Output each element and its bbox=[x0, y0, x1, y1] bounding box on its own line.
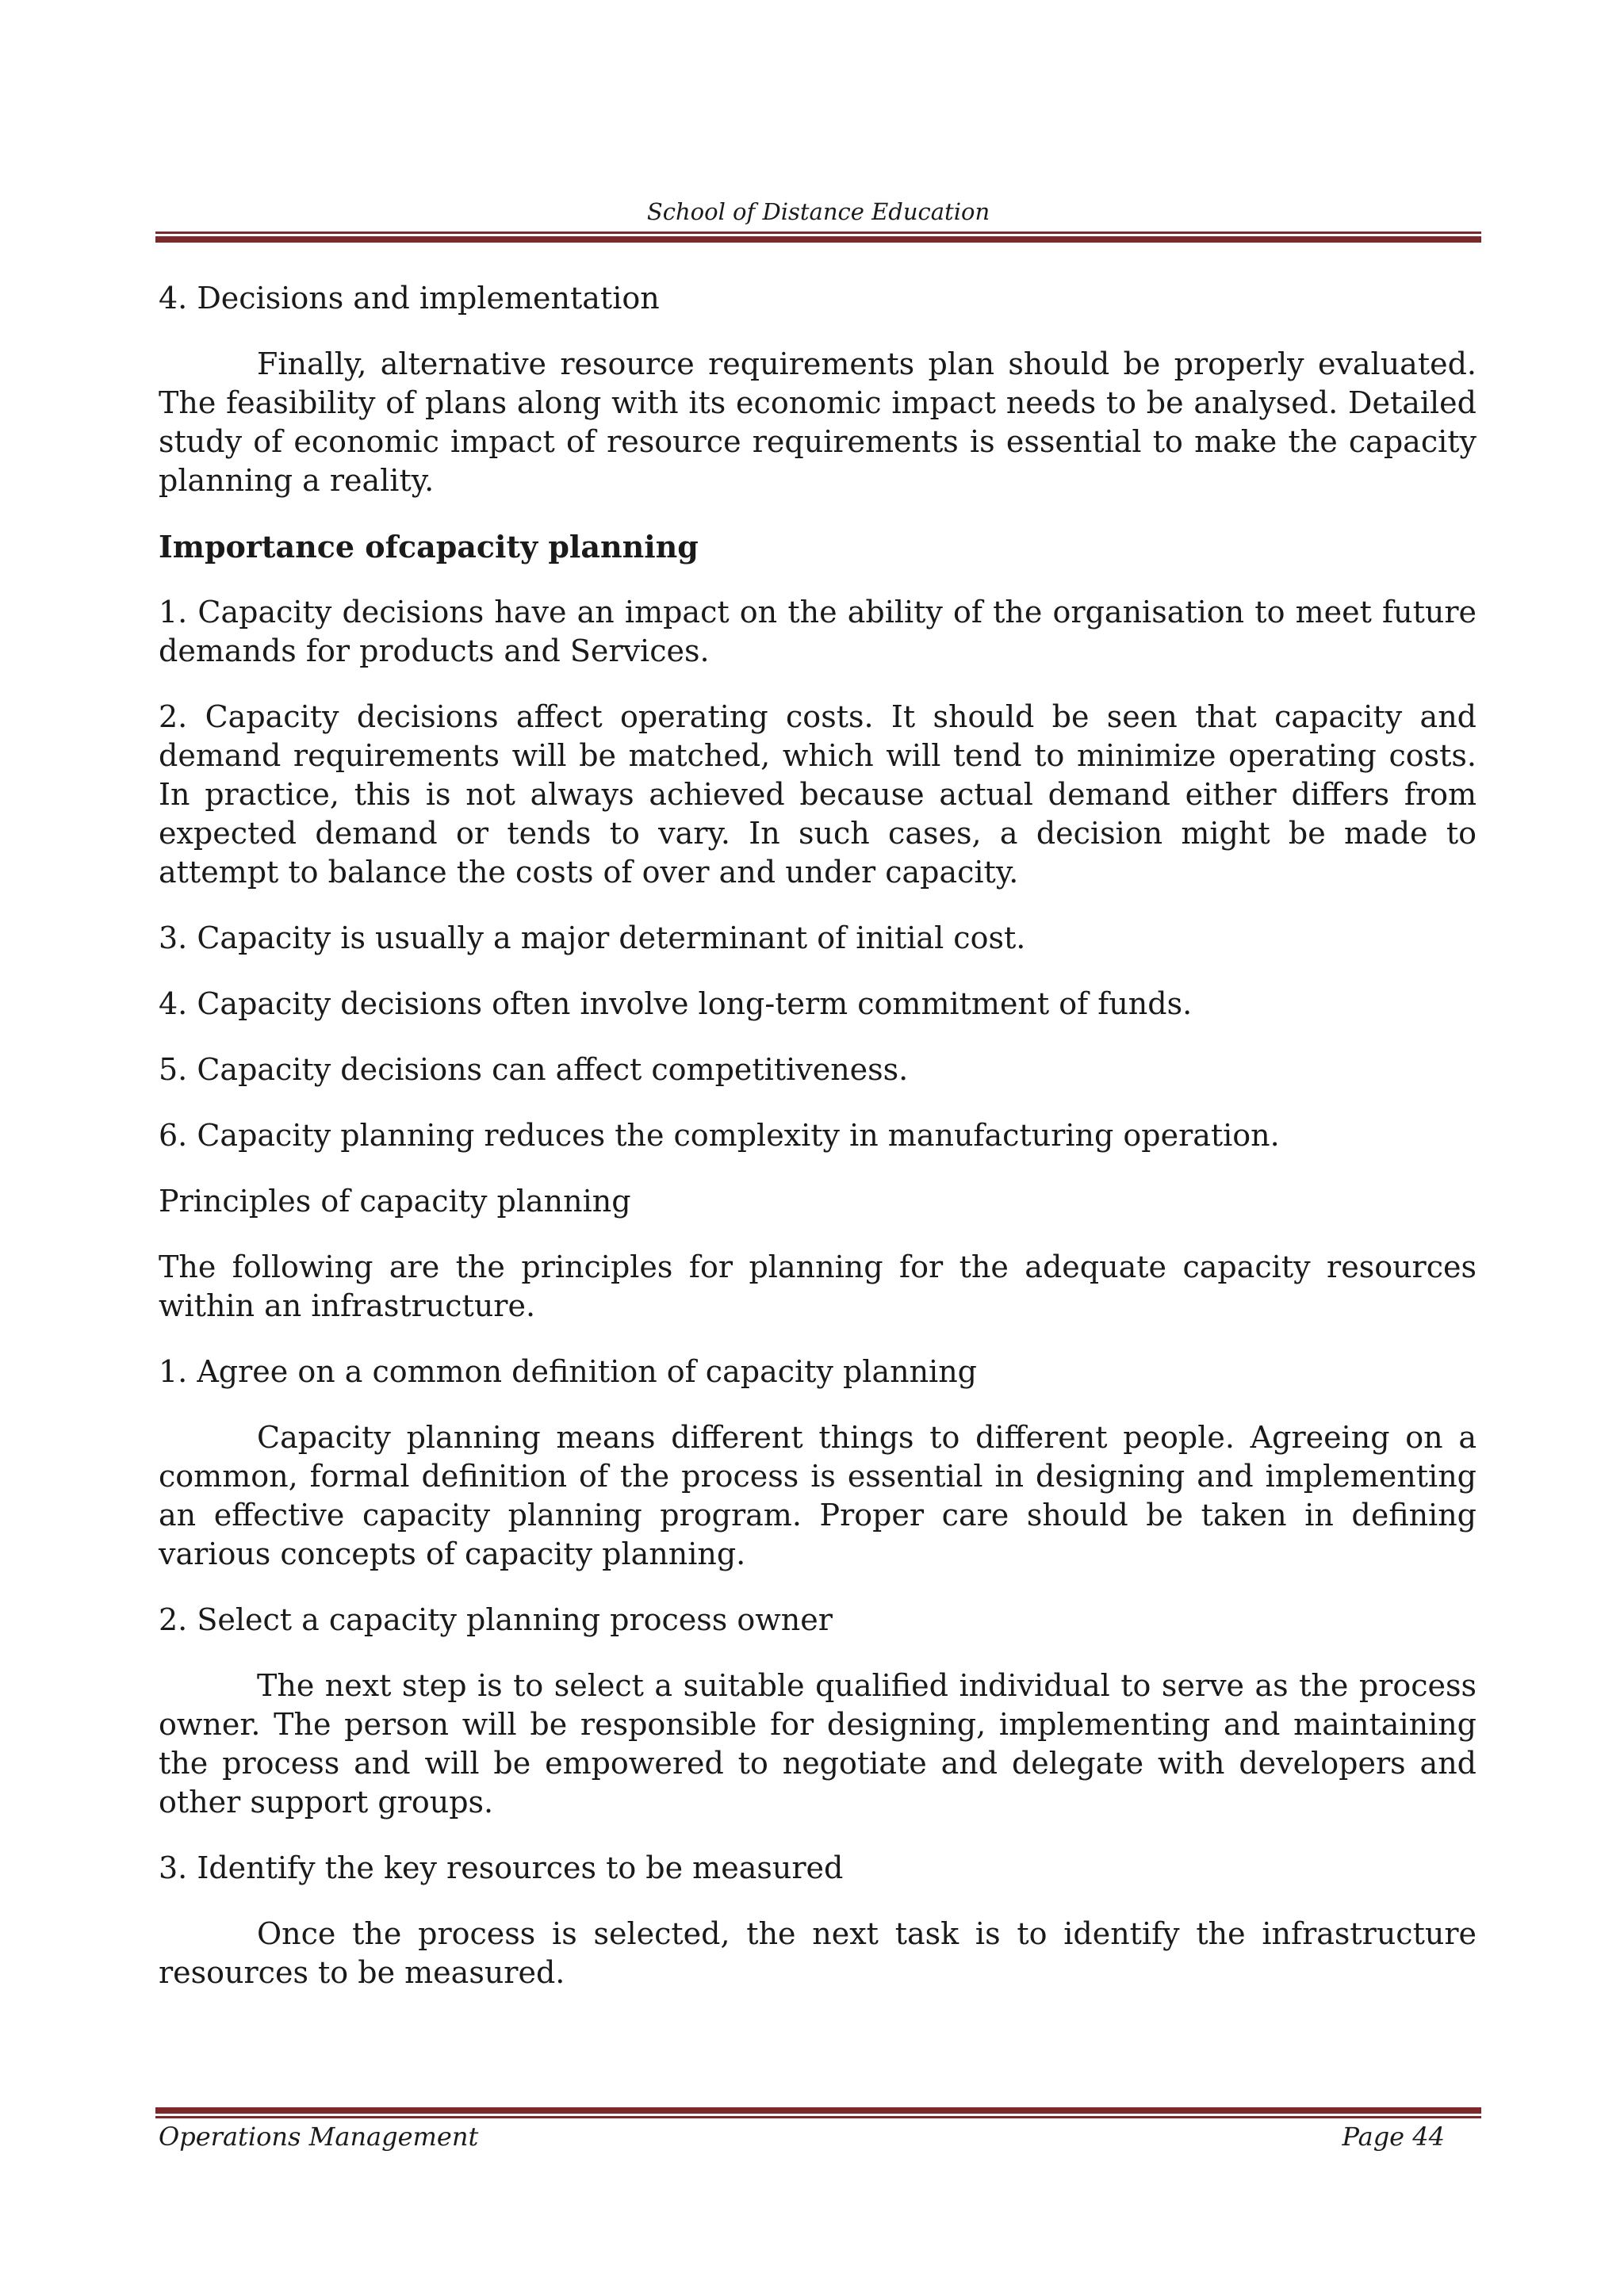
list-item-importance-2: 2. Capacity decisions affect operating costs. It should be seen that capacity and demand requirements will be matched, which will tend to minimize operating costs. In practice, this is not always achieved because actual demand either differs from expected demand or tends to vary. In such cases, a decision might be made to attempt to balance the costs of over and under capacity. bbox=[159, 699, 1477, 890]
list-item-importance-4: 4. Capacity decisions often involve long-term commitment of funds. bbox=[159, 986, 1193, 1021]
paragraph-principle-3: Once the process is selected, the next task is to identify the infrastructure resources to be measured. bbox=[159, 1916, 1477, 1990]
paragraph-principles-intro: The following are the principles for planning for the adequate capacity resources within an infrastructure. bbox=[159, 1249, 1477, 1323]
list-item-importance-1: 1. Capacity decisions have an impact on the ability of the organisation to meet future demands for products and Services. bbox=[159, 595, 1477, 668]
section-heading-principles: Principles of capacity planning bbox=[159, 1184, 631, 1219]
subheading-principle-1: 1. Agree on a common definition of capacity planning bbox=[159, 1354, 978, 1389]
section-heading-importance: Importance ofcapacity planning bbox=[159, 529, 699, 564]
footer-page-number: Page 44 bbox=[1342, 2122, 1445, 2152]
page-header-title: School of Distance Education bbox=[646, 198, 990, 225]
list-item-importance-5: 5. Capacity decisions can affect competitiveness. bbox=[159, 1052, 909, 1087]
page-body bbox=[159, 279, 1477, 1992]
paragraph-principle-2: The next step is to select a suitable qualified individual to serve as the process owner. The person will be responsible for designing, implementing and maintaining the process and will be empowered to negotiate and delegate with developers and other support groups. bbox=[159, 1668, 1477, 1820]
paragraph-principle-1: Capacity planning means different things to different people. Agreeing on a common, formal definition of the process is essential in designing and implementing an effective capacity planning program. Proper care should be taken in defining various concepts of capacity planning. bbox=[159, 1420, 1477, 1571]
subheading-principle-2: 2. Select a capacity planning process owner bbox=[159, 1602, 833, 1637]
footer-course-title: Operations Management bbox=[159, 2122, 479, 2152]
subheading-principle-3: 3. Identify the key resources to be measured bbox=[159, 1850, 844, 1885]
paragraph-decisions: Finally, alternative resource requirements plan should be properly evaluated. The feasibility of plans along with its economic impact needs to be analysed. Detailed study of economic impact of resource requirements is essential to make the capacity planning a reality. bbox=[159, 346, 1477, 498]
header-rule bbox=[155, 232, 1481, 243]
subheading-decisions: 4. Decisions and implementation bbox=[159, 281, 660, 316]
footer-rule bbox=[155, 2107, 1481, 2118]
list-item-importance-3: 3. Capacity is usually a major determinant of initial cost. bbox=[159, 920, 1026, 955]
list-item-importance-6: 6. Capacity planning reduces the complexity in manufacturing operation. bbox=[159, 1118, 1280, 1153]
